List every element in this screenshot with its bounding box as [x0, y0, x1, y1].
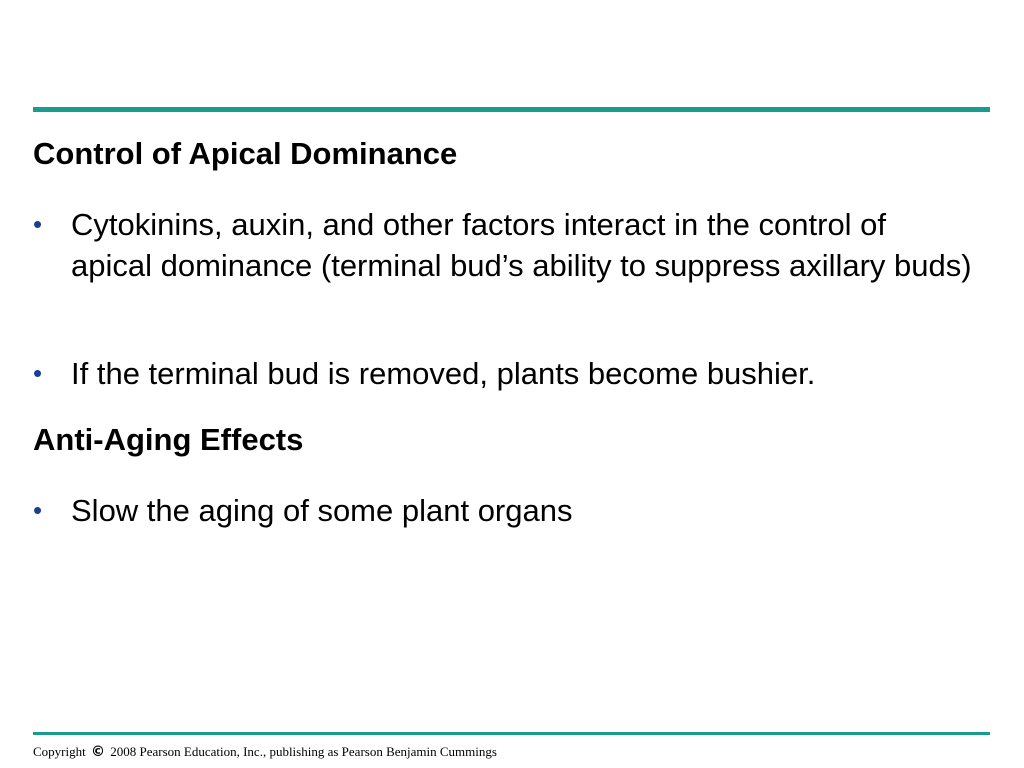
bullet-text: If the terminal bud is removed, plants become bushier. — [71, 356, 816, 391]
copyright-prefix: Copyright — [33, 744, 86, 759]
top-divider — [33, 107, 990, 112]
bottom-divider — [33, 732, 990, 735]
section-heading-apical-dominance: Control of Apical Dominance — [33, 136, 458, 171]
copyright-text: 2008 Pearson Education, Inc., publishing as Pearson Benjamin Cummings — [110, 744, 497, 759]
bullet-text: Slow the aging of some plant organs — [71, 493, 573, 528]
section-heading-anti-aging: Anti-Aging Effects — [33, 422, 304, 457]
bullet-item — [33, 353, 973, 394]
bullet-text: Cytokinins, auxin, and other factors interact in the control of apical dominance (terminal bud’s ability to suppress axillary buds) — [71, 207, 972, 283]
bullet-icon: • — [33, 209, 43, 239]
bullet-icon: • — [33, 495, 43, 525]
copyright-icon: © — [90, 744, 105, 760]
copyright-footer — [33, 744, 497, 760]
bullet-item — [33, 490, 973, 531]
bullet-item — [33, 204, 973, 286]
bullet-icon: • — [33, 358, 43, 388]
